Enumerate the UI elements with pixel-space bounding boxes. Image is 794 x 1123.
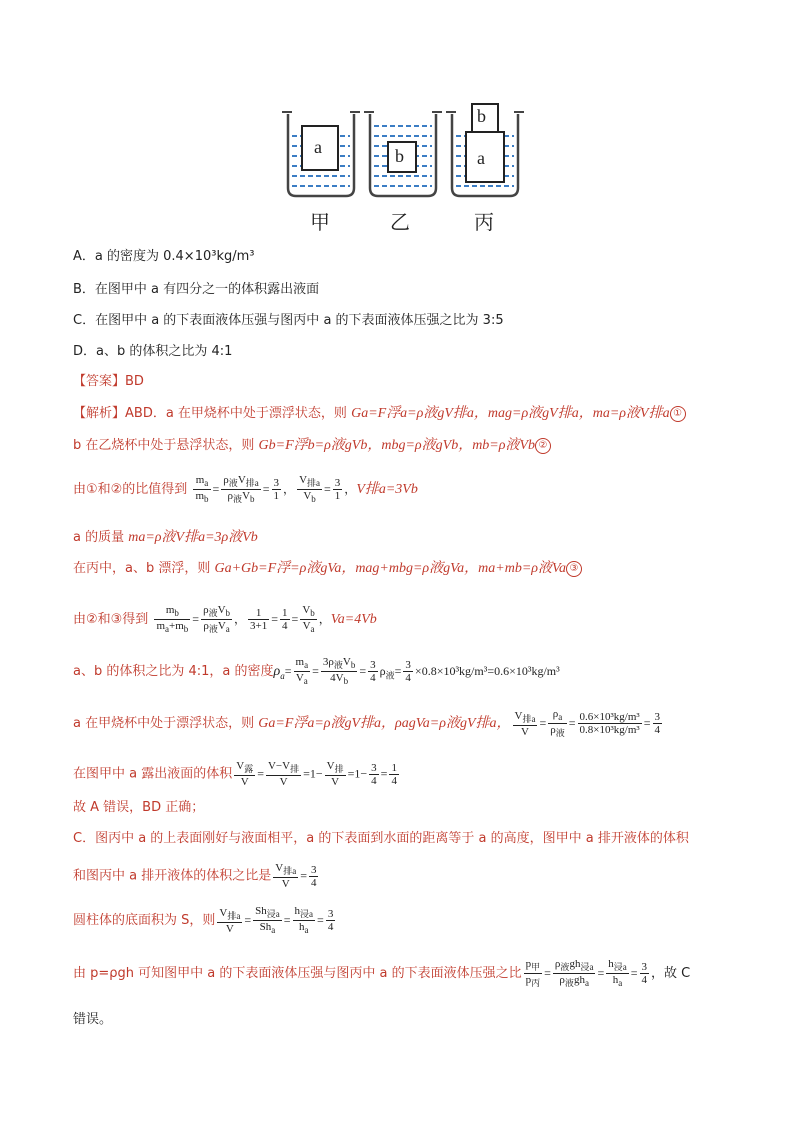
equation: Gb=F浮b=ρ液gVb，mbg=ρ液gVb，mb=ρ液Vb [258, 438, 536, 453]
label-jia: 甲 [310, 210, 330, 234]
fraction: $\frac{3}{1}$ [273, 477, 280, 503]
fraction: $\frac{V_{排a}}{V}$ [275, 862, 297, 891]
fraction: $\frac{V_{排a}}{V}$ [514, 709, 536, 738]
fraction: $\frac{V_{排a}}{V}$ [219, 906, 241, 935]
fraction: $\frac{m_a}{V_a}$ [295, 656, 309, 687]
analysis-line-2: b 在乙烧杯中处于悬浮状态，则 Gb=F浮b=ρ液gVb，mbg=ρ液gVb，mb=ρ液Vb ② [73, 436, 551, 456]
analysis-line-7: a、b 的体积之比为 4:1，a 的密度$\rho_a=$ $\frac{m_a}{V_a}$ = $\frac{3\rho_液V_b}{4V_b}$ = $\frac{3}{4}$ $\rho_液=$ $\frac{3}{4}$ ×0.8×10³kg/m³=0.6×10³kg/m³ [73, 656, 560, 687]
answer-tag: 【答案】 [73, 374, 126, 389]
label-bing: 丙 [474, 210, 494, 234]
fraction: $\frac{3}{4}$ [405, 659, 411, 685]
fraction: $\frac{\rho_液gh_{浸a}}{\rho_液gh_a}$ [554, 958, 594, 989]
fraction: $\frac{3}{4}$ [327, 908, 334, 934]
fraction: $\frac{m_a}{m_b}$ [195, 474, 209, 505]
option-a: A．a 的密度为 0.4×10³kg/m³ [73, 249, 255, 264]
fraction: $\frac{3\rho_液V_b}{4V_b}$ [322, 656, 356, 687]
option-c: C．在图甲中 a 的下表面液体压强与图丙中 a 的下表面液体压强之比为 3:5 [73, 313, 504, 328]
analysis-line-8: a 在甲烧杯中处于漂浮状态，则 Ga=F浮a=ρ液gV排a，ρagVa=ρ液gV排a， $\frac{V_{排a}}{V}$ = $\frac{\rho_a}{\rho_液}$ = $\frac{\text{0.6×10³kg/m³}}{\text{0.8×10³kg/m³}}$ = $\frac{3}{4}$ [73, 708, 660, 739]
fraction: $\frac{p_甲}{p_丙}$ [525, 958, 541, 989]
equation: Ga=F浮a=ρ液gV排a，mag=ρ液gV排a，ma=ρ液V排a [351, 406, 670, 421]
fraction: $\frac{h_{浸a}}{h_a}$ [608, 958, 627, 989]
label-yi: 乙 [390, 210, 410, 234]
analysis-line-10: 故 A 错误，BD 正确； [73, 800, 205, 815]
fraction: $\frac{V-V_排}{V}$ [267, 760, 300, 789]
fraction: $\frac{\rho_a}{\rho_液}$ [550, 708, 565, 739]
answer-value: BD [125, 374, 144, 389]
fraction: $\frac{3}{4}$ [654, 711, 660, 737]
fraction: $\frac{\rho_液V_{排a}}{\rho_液V_b}$ [223, 474, 259, 505]
circled-1: ① [670, 406, 686, 422]
block-a-label-bing: a [477, 148, 485, 168]
fraction: $\frac{\rho_液V_b}{\rho_液V_a}$ [203, 604, 231, 635]
analysis-line-6: 由②和③得到 $\frac{m_b}{m_a+m_b}$ = $\frac{\rho_液V_b}{\rho_液V_a}$ ， $\frac{1}{3+1}$ = $\frac{1}{4}$ = $\frac{V_b}{V_a}$ ，Va=4Vb [73, 604, 377, 635]
block-a-label-jia: a [314, 137, 322, 157]
fraction: $\frac{V_露}{V}$ [236, 760, 254, 789]
fraction: $\frac{3}{4}$ [371, 761, 377, 787]
fraction: $\frac{3}{4}$ [310, 863, 317, 889]
fraction: $\frac{3}{1}$ [334, 477, 341, 503]
fraction: $\frac{1}{3+1}$ [250, 607, 268, 633]
analysis-line-3: 由①和②的比值得到 $\frac{m_a}{m_b}$ = $\frac{\rho_液V_{排a}}{\rho_液V_b}$ = $\frac{3}{1}$ ， $\frac{V_{排a}}{V_b}$ = $\frac{3}{1}$ ，V排a=3Vb [73, 474, 418, 505]
fraction: $\frac{\text{0.6×10³kg/m³}}{\text{0.8×10³kg/m³}}$ [579, 711, 640, 737]
circled-2: ② [535, 438, 551, 454]
fraction: $\frac{3}{4}$ [641, 961, 647, 987]
fraction: $\frac{m_b}{m_a+m_b}$ [156, 604, 189, 635]
analysis-line-9: 在图甲中 a 露出液面的体积 $\frac{V_露}{V}$ = $\frac{V-V_排}{V}$ =1− $\frac{V_排}{V}$ =1− $\frac{3}{4}$ = $\frac{1}{4}$ [73, 760, 397, 789]
answer-line [73, 372, 144, 392]
analysis-line-14: 由 p=ρgh 可知图甲中 a 的下表面液体压强与图丙中 a 的下表面液体压强之比 $\frac{p_甲}{p_丙}$ = $\frac{\rho_液gh_{浸a}}{\rho_液gh_a}$ = $\frac{h_{浸a}}{h_a}$ = $\frac{3}{4}$ ，故 C [73, 958, 691, 989]
analysis-line-4: a 的质量 ma=ρ液V排a=3ρ液Vb [73, 530, 258, 545]
fraction: $\frac{V_{排a}}{V_b}$ [299, 474, 321, 505]
block-b-label-yi: b [395, 146, 404, 166]
fraction: $\frac{1}{4}$ [391, 761, 397, 787]
analysis-line-12: 和图丙中 a 排开液体的体积之比是 $\frac{V_{排a}}{V}$ = $\frac{3}{4}$ [73, 862, 317, 891]
fraction: $\frac{Sh_{浸a}}{Sh_a}$ [255, 905, 280, 936]
analysis-line-13: 圆柱体的底面积为 S，则 $\frac{V_{排a}}{V}$ = $\frac{Sh_{浸a}}{Sh_a}$ = $\frac{h_{浸a}}{h_a}$ = $\frac{3}{4}$ [73, 905, 334, 936]
analysis-line-1: 【解析】ABD．a 在甲烧杯中处于漂浮状态，则 Ga=F浮a=ρ液gV排a，mag=ρ液gV排a，ma=ρ液V排a ① [73, 404, 686, 424]
fraction: $\frac{V_排}{V}$ [326, 760, 344, 789]
analysis-line-5: 在丙中，a、b 漂浮，则 Ga+Gb=F浮=ρ液gVa，mag+mbg=ρ液gVa，ma+mb=ρ液Va ③ [73, 559, 582, 579]
analysis-line-11: C．图丙中 a 的上表面刚好与液面相平，a 的下表面到水面的距离等于 a 的高度，图甲中 a 排开液体的体积 [73, 831, 689, 846]
fraction: $\frac{V_b}{V_a}$ [302, 604, 315, 635]
option-d: D．a、b 的体积之比为 4:1 [73, 344, 233, 359]
analysis-tag: 【解析】 [73, 406, 126, 421]
fraction: $\frac{1}{4}$ [282, 607, 288, 633]
fraction: $\frac{3}{4}$ [370, 659, 376, 685]
option-b: B．在图甲中 a 有四分之一的体积露出液面 [73, 282, 320, 297]
circled-3: ③ [566, 561, 582, 577]
fraction: $\frac{h_{浸a}}{h_a}$ [294, 905, 314, 936]
analysis-line-15: 错误。 [73, 1012, 113, 1027]
block-b-label-bing: b [477, 106, 486, 126]
